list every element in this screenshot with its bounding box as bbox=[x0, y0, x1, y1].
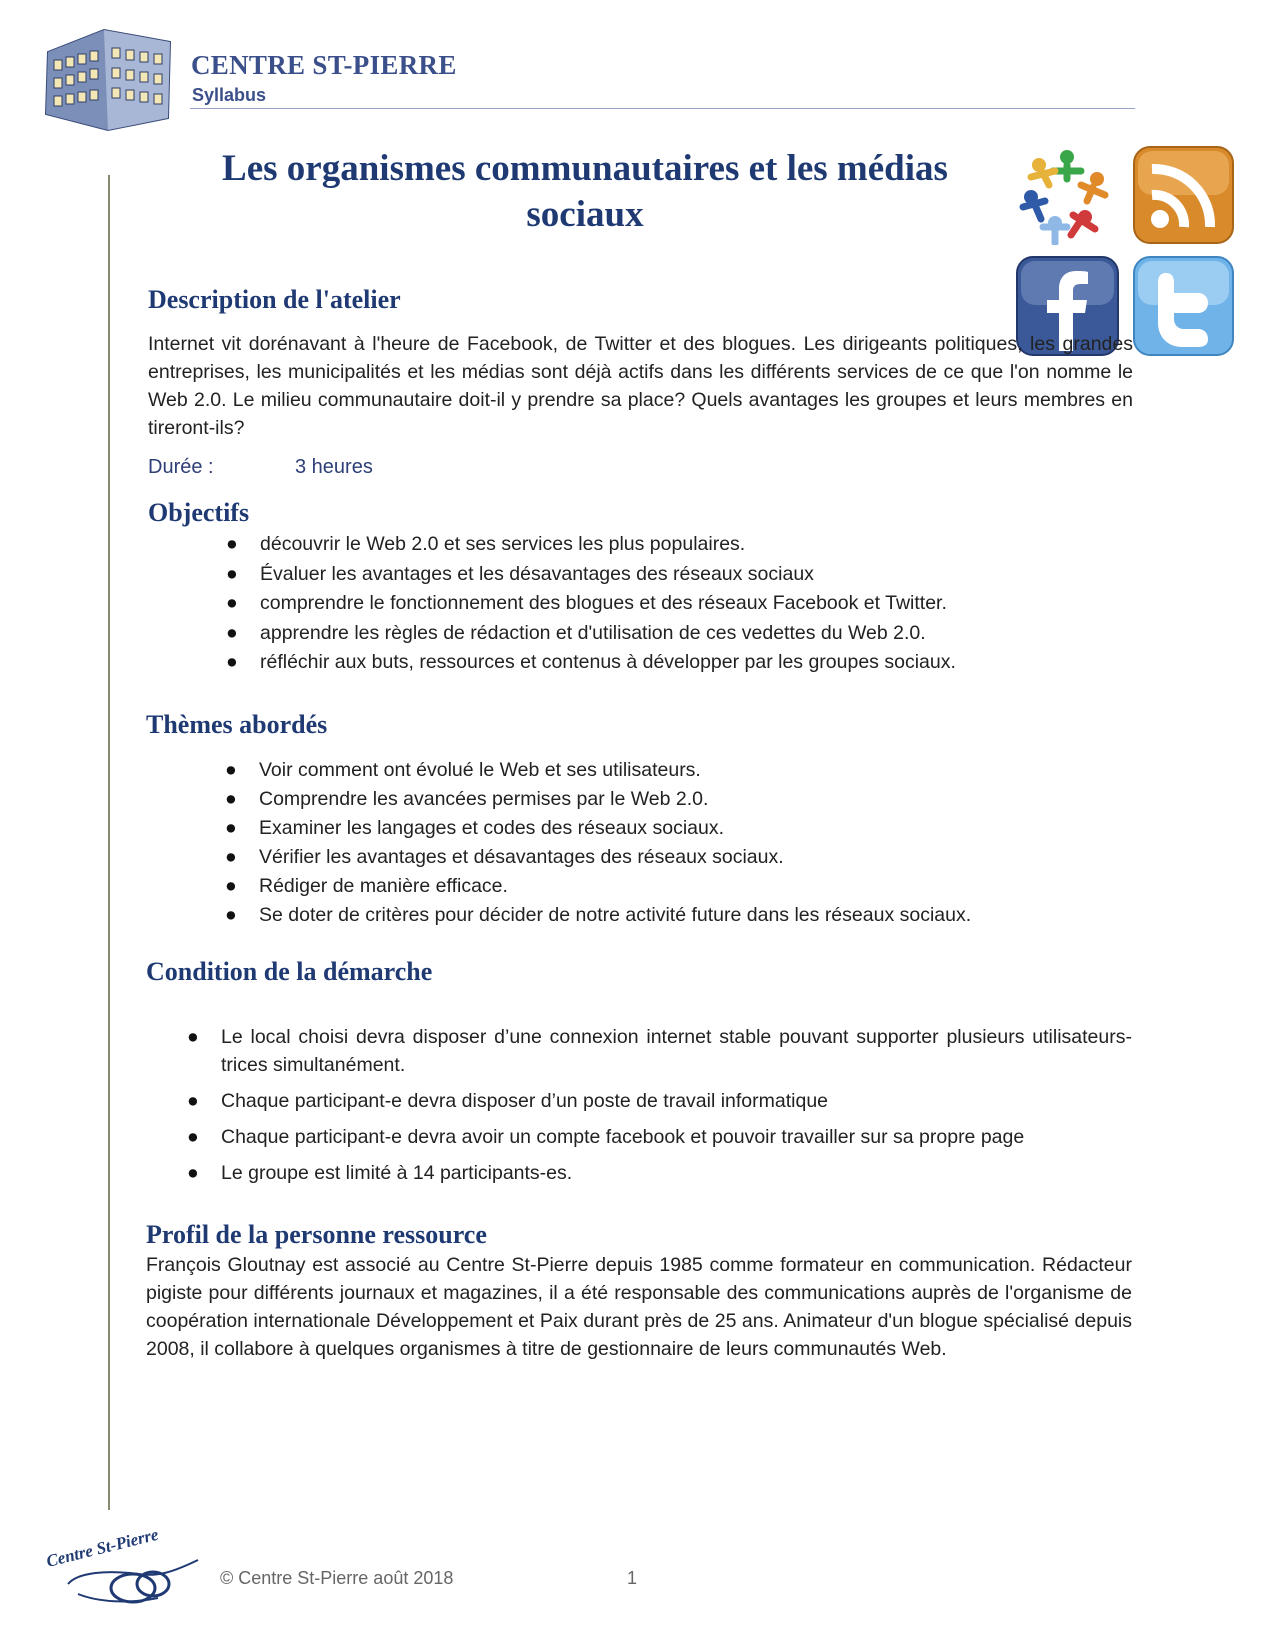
duration-value: 3 heures bbox=[295, 456, 373, 478]
conditions-list bbox=[187, 1023, 1132, 1195]
list-item-text: Examiner les langages et codes des réseaux sociaux. bbox=[259, 817, 725, 839]
objectives-list bbox=[226, 530, 956, 678]
bullet-icon: ● bbox=[187, 1026, 199, 1048]
bullet-icon: ● bbox=[226, 621, 238, 644]
margin-line bbox=[108, 175, 110, 1510]
description-text: Internet vit dorénavant à l'heure de Facebook, de Twitter et des blogues. Les dirigeants politiques, les grandes entreprises, les municipalités et les médias sont déjà actifs dans les différents services de ce que l'on nomme le Web 2.0. Le milieu communautaire doit-il y prendre sa place? Quels avantages les groupes et leurs membres en tireront-ils? bbox=[148, 333, 1133, 439]
rss-icon bbox=[1132, 145, 1235, 245]
footer-logo-icon bbox=[38, 1522, 208, 1607]
list-item bbox=[226, 530, 956, 560]
themes-heading: Thèmes abordés bbox=[146, 710, 328, 739]
duration-label: Durée : bbox=[148, 456, 214, 478]
bullet-icon: ● bbox=[226, 651, 238, 673]
doc-subtitle: Syllabus bbox=[192, 85, 267, 105]
list-item bbox=[226, 589, 956, 619]
profile-text: François Gloutnay est associé au Centre St-Pierre depuis 1985 comme formateur en communication. Rédacteur pigiste pour différents journaux et magazines, il a été responsable des communications auprès de l'organisme de coopération internationale Développement et Paix durant près de 25 ans. Animateur d'un blogue spécialisé depuis 2008, il collabore à quelques organismes à titre de gestionnaire de leurs communautés Web. bbox=[146, 1254, 1132, 1360]
list-item bbox=[226, 619, 956, 649]
list-item bbox=[187, 1087, 1132, 1115]
bullet-icon: ● bbox=[225, 788, 237, 810]
bullet-icon: ● bbox=[187, 1162, 199, 1184]
bullet-icon: ● bbox=[225, 759, 237, 781]
org-name: CENTRE ST-PIERRE bbox=[191, 50, 457, 80]
list-item-text: Chaque participant-e devra avoir un compte facebook et pouvoir travailler sur sa propre page bbox=[221, 1126, 1025, 1148]
list-item-text: Le local choisi devra disposer d’une connexion internet stable pouvant supporter plusieurs utilisateurs-trices simultanément. bbox=[221, 1026, 1132, 1076]
bullet-icon: ● bbox=[226, 592, 238, 614]
list-item-text: Rédiger de manière efficace. bbox=[259, 875, 508, 897]
list-item bbox=[225, 785, 971, 814]
list-item bbox=[226, 648, 956, 678]
bullet-icon: ● bbox=[225, 817, 237, 839]
list-item bbox=[187, 1123, 1132, 1151]
page-title: Les organismes communautaires et les médias sociaux bbox=[222, 148, 948, 235]
list-item-text: Se doter de critères pour décider de notre activité future dans les réseaux sociaux. bbox=[259, 904, 972, 926]
list-item bbox=[225, 843, 971, 872]
list-item bbox=[225, 756, 971, 785]
list-item-text: Le groupe est limité à 14 participants-es. bbox=[221, 1162, 573, 1184]
list-item-text: Chaque participant-e devra disposer d’un poste de travail informatique bbox=[221, 1090, 829, 1112]
list-item bbox=[225, 814, 971, 843]
bullet-icon: ● bbox=[225, 875, 237, 897]
bullet-icon: ● bbox=[226, 533, 238, 555]
profile-heading: Profil de la personne ressource bbox=[146, 1220, 487, 1249]
list-item-text: Comprendre les avancées permises par le Web 2.0. bbox=[259, 788, 709, 810]
list-item-text: Évaluer les avantages et les désavantages des réseaux sociaux bbox=[260, 562, 814, 585]
footer-logo-text: Centre St-Pierre bbox=[44, 1524, 161, 1571]
bullet-icon: ● bbox=[226, 562, 238, 585]
list-item-text: Voir comment ont évolué le Web et ses utilisateurs. bbox=[259, 759, 701, 781]
themes-list bbox=[225, 756, 972, 930]
description-heading: Description de l'atelier bbox=[148, 285, 401, 314]
bullet-icon: ● bbox=[225, 904, 237, 926]
bullet-icon: ● bbox=[187, 1126, 199, 1148]
list-item bbox=[225, 872, 971, 901]
people-circle-icon bbox=[1015, 145, 1120, 245]
list-item-text: Vérifier les avantages et désavantages des réseaux sociaux. bbox=[259, 846, 784, 868]
conditions-heading: Condition de la démarche bbox=[146, 957, 433, 986]
building-logo-icon bbox=[42, 22, 174, 132]
bullet-icon: ● bbox=[187, 1090, 199, 1112]
list-item bbox=[187, 1159, 1132, 1187]
list-item-text: apprendre les règles de rédaction et d'utilisation de ces vedettes du Web 2.0. bbox=[260, 621, 926, 644]
list-item-text: découvrir le Web 2.0 et ses services les plus populaires. bbox=[260, 533, 746, 555]
list-item bbox=[187, 1023, 1132, 1079]
list-item-text: comprendre le fonctionnement des blogues et des réseaux Facebook et Twitter. bbox=[260, 592, 947, 614]
page-number: 1 bbox=[627, 1568, 638, 1588]
footer-copyright: © Centre St-Pierre août 2018 bbox=[220, 1568, 454, 1588]
list-item bbox=[225, 901, 972, 930]
twitter-icon bbox=[1132, 255, 1235, 357]
bullet-icon: ● bbox=[225, 846, 237, 868]
objectives-heading: Objectifs bbox=[148, 498, 250, 527]
list-item bbox=[226, 560, 956, 590]
header-divider bbox=[190, 108, 1135, 109]
list-item-text: réfléchir aux buts, ressources et contenus à développer par les groupes sociaux. bbox=[260, 651, 956, 673]
